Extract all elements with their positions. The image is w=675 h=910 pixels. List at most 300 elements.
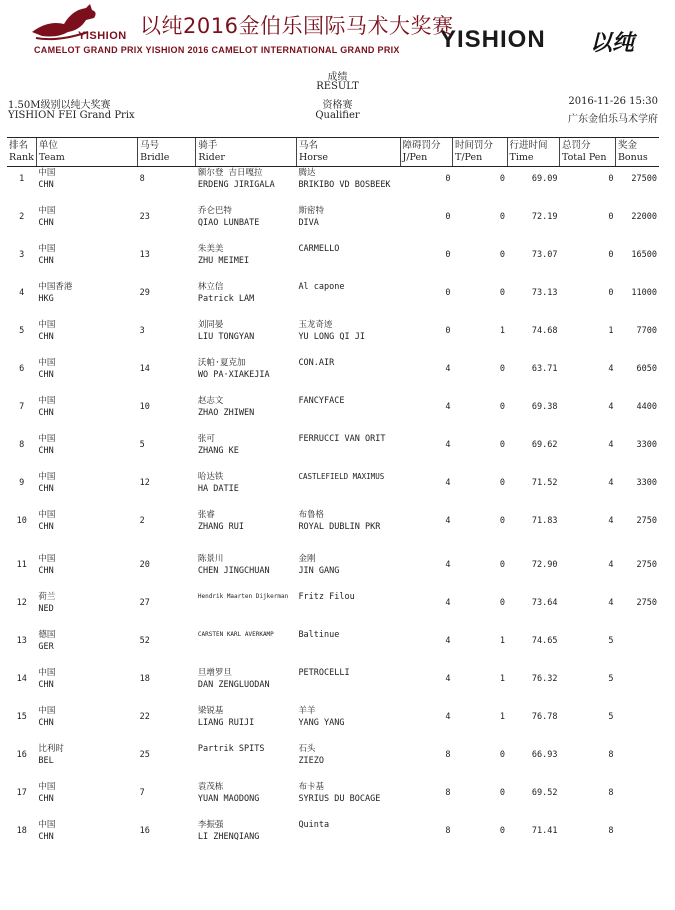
team-code: NED bbox=[38, 603, 54, 614]
column-header-label-cn: 骑手 bbox=[198, 140, 218, 151]
rider-name-cn: 袁茂栋 bbox=[197, 781, 224, 792]
cell-team bbox=[36, 591, 137, 629]
cell-bonus bbox=[615, 819, 659, 853]
rider-name-en: HA DATIE bbox=[197, 483, 239, 494]
cell-tpen bbox=[453, 167, 508, 205]
total-penalty: 5 bbox=[608, 635, 614, 646]
cell-rank bbox=[7, 667, 36, 705]
cell-rank bbox=[7, 591, 36, 629]
team-code: CHN bbox=[38, 831, 54, 842]
column-header-label-en: Rider bbox=[198, 152, 225, 163]
team-code: GER bbox=[38, 641, 54, 652]
total-penalty: 4 bbox=[608, 477, 614, 488]
cell-bridle bbox=[138, 471, 196, 509]
cell-total bbox=[559, 243, 615, 281]
cell-bonus bbox=[615, 509, 659, 553]
column-header-team bbox=[36, 138, 137, 167]
cell-team bbox=[36, 509, 137, 553]
cell-rank bbox=[7, 281, 36, 319]
rider-name-en: LI ZHENQIANG bbox=[197, 831, 260, 842]
cell-bonus bbox=[615, 553, 659, 591]
time-penalty: 0 bbox=[499, 787, 506, 798]
jump-penalty: 0 bbox=[445, 287, 451, 298]
cell-horse bbox=[296, 781, 400, 819]
team-name-cn: 中国 bbox=[38, 509, 56, 520]
cell-rider bbox=[196, 395, 297, 433]
horse-name-en: ROYAL DUBLIN PKR bbox=[298, 521, 381, 532]
team-code: CHN bbox=[38, 217, 54, 228]
cell-total bbox=[559, 281, 615, 319]
team-code: CHN bbox=[38, 445, 54, 456]
cell-horse bbox=[296, 319, 400, 357]
cell-time bbox=[507, 471, 559, 509]
time-penalty: 0 bbox=[499, 401, 506, 412]
jump-penalty: 4 bbox=[445, 597, 451, 608]
bonus: 16500 bbox=[631, 249, 657, 260]
cell-jpen bbox=[400, 509, 452, 553]
total-penalty: 8 bbox=[608, 825, 614, 836]
team-code: CHN bbox=[38, 679, 54, 690]
team-name-cn: 中国 bbox=[38, 243, 56, 254]
total-penalty: 4 bbox=[608, 515, 614, 526]
team-code: CHN bbox=[38, 565, 54, 576]
ride-time: 72.19 bbox=[531, 211, 558, 222]
cell-team bbox=[36, 205, 137, 243]
logo-text: YISHION bbox=[78, 30, 127, 42]
horse-name-en: FERRUCCI VAN ORIT bbox=[298, 433, 386, 444]
cell-total bbox=[559, 781, 615, 819]
cell-total bbox=[559, 629, 615, 667]
total-penalty: 5 bbox=[608, 711, 614, 722]
total-penalty: 8 bbox=[608, 749, 614, 760]
bridle-number: 25 bbox=[139, 749, 150, 760]
cell-team bbox=[36, 667, 137, 705]
column-header-label-cn: 单位 bbox=[38, 140, 58, 151]
column-header-label-en: Rank bbox=[9, 152, 34, 163]
bridle-number: 14 bbox=[139, 363, 150, 374]
cell-bridle bbox=[138, 591, 196, 629]
cell-horse bbox=[296, 509, 400, 553]
cell-horse bbox=[296, 395, 400, 433]
qualifier-title-cn: 资格赛 bbox=[322, 100, 353, 111]
column-header-label-cn: 行进时间 bbox=[509, 140, 548, 151]
cell-time bbox=[507, 433, 559, 471]
results-table bbox=[7, 137, 659, 853]
cell-jpen bbox=[400, 553, 452, 591]
table-row bbox=[7, 743, 659, 781]
cell-horse bbox=[296, 433, 400, 471]
ride-time: 76.78 bbox=[531, 711, 558, 722]
table-row bbox=[7, 509, 659, 553]
column-header-total bbox=[559, 138, 615, 167]
cell-total bbox=[559, 743, 615, 781]
table-row bbox=[7, 553, 659, 591]
rider-name-cn: 赵志文 bbox=[197, 395, 224, 406]
cell-team bbox=[36, 395, 137, 433]
bonus bbox=[617, 781, 657, 787]
cell-team bbox=[36, 319, 137, 357]
cell-time bbox=[507, 667, 559, 705]
bridle-number: 22 bbox=[139, 711, 150, 722]
jump-penalty: 0 bbox=[445, 325, 451, 336]
banner-subtitle: CAMELOT GRAND PRIX YISHION 2016 CAMELOT INTERNATIONAL GRAND PRIX bbox=[34, 45, 400, 55]
cell-bridle bbox=[138, 705, 196, 743]
jump-penalty: 4 bbox=[445, 559, 451, 570]
rider-name-cn: 张睿 bbox=[197, 509, 215, 520]
cell-bridle bbox=[138, 667, 196, 705]
table-row bbox=[7, 433, 659, 471]
cell-team bbox=[36, 281, 137, 319]
horse-name-en: BRIKIBO VD BOSBEEK bbox=[298, 180, 391, 190]
ride-time: 69.62 bbox=[531, 439, 558, 450]
rider-name-cn: 林立信 bbox=[197, 281, 224, 292]
bridle-number: 8 bbox=[139, 174, 145, 184]
ride-time: 74.68 bbox=[531, 325, 558, 336]
bonus: 2750 bbox=[636, 515, 657, 526]
table-row bbox=[7, 705, 659, 743]
table-row bbox=[7, 667, 659, 705]
time-penalty: 0 bbox=[499, 477, 506, 488]
total-penalty: 4 bbox=[608, 439, 614, 450]
cell-bridle bbox=[138, 433, 196, 471]
team-name-cn: 中国 bbox=[38, 168, 56, 178]
cell-team bbox=[36, 819, 137, 853]
cell-jpen bbox=[400, 167, 452, 205]
ride-time: 69.38 bbox=[531, 401, 558, 412]
rider-name-en: YUAN MAODONG bbox=[197, 793, 260, 804]
cell-bridle bbox=[138, 781, 196, 819]
rider-name-cn: 陈景川 bbox=[197, 553, 224, 564]
rider-name-cn: 沃帕·夏克加 bbox=[197, 357, 246, 368]
team-code: CHN bbox=[38, 483, 54, 494]
cell-tpen bbox=[453, 629, 508, 667]
horse-name-en: ZIEZO bbox=[298, 755, 325, 766]
cell-total bbox=[559, 471, 615, 509]
cell-total bbox=[559, 395, 615, 433]
bonus bbox=[617, 705, 657, 711]
cell-bonus bbox=[615, 743, 659, 781]
bridle-number: 5 bbox=[139, 439, 145, 450]
cell-total bbox=[559, 319, 615, 357]
cell-time bbox=[507, 319, 559, 357]
cell-jpen bbox=[400, 629, 452, 667]
horse-name-cn: 斯密特 bbox=[298, 205, 324, 216]
jump-penalty: 4 bbox=[445, 401, 451, 412]
ride-time: 63.71 bbox=[531, 363, 558, 374]
rider-name-cn: 旦增罗旦 bbox=[197, 667, 232, 678]
table-row bbox=[7, 357, 659, 395]
cell-time bbox=[507, 629, 559, 667]
event-banner bbox=[0, 0, 675, 62]
cell-team bbox=[36, 243, 137, 281]
cell-team bbox=[36, 167, 137, 205]
cell-bonus bbox=[615, 433, 659, 471]
table-row bbox=[7, 819, 659, 853]
rank: 16 bbox=[16, 749, 27, 760]
event-name-en: YISHION FEI Grand Prix bbox=[8, 110, 135, 121]
ride-time: 66.93 bbox=[531, 749, 558, 760]
ride-time: 71.41 bbox=[531, 825, 558, 836]
team-name-cn: 中国 bbox=[38, 395, 56, 406]
rank: 3 bbox=[19, 249, 25, 260]
cell-tpen bbox=[453, 395, 508, 433]
cell-bonus bbox=[615, 281, 659, 319]
cell-horse bbox=[296, 281, 400, 319]
total-penalty: 0 bbox=[608, 174, 614, 184]
bonus: 6050 bbox=[636, 363, 657, 374]
horse-name-en: CASTLEFIELD MAXIMUS bbox=[298, 471, 385, 481]
jump-penalty: 8 bbox=[445, 825, 451, 836]
jump-penalty: 4 bbox=[445, 635, 451, 646]
column-header-label-en: T/Pen bbox=[455, 152, 483, 163]
rider-name-en: CHEN JINGCHUAN bbox=[197, 565, 270, 576]
horse-name-en: DIVA bbox=[298, 217, 319, 228]
cell-jpen bbox=[400, 395, 452, 433]
cell-jpen bbox=[400, 205, 452, 243]
cell-tpen bbox=[453, 819, 508, 853]
column-header-label-cn: 总罚分 bbox=[561, 140, 591, 151]
time-penalty: 1 bbox=[499, 673, 506, 684]
cell-bonus bbox=[615, 319, 659, 357]
bonus: 2750 bbox=[636, 559, 657, 570]
event-venue: 广东金伯乐马术学府 bbox=[568, 114, 658, 125]
ride-time: 71.52 bbox=[531, 477, 558, 488]
cell-team bbox=[36, 781, 137, 819]
team-code: CHN bbox=[38, 255, 54, 266]
table-header-row bbox=[7, 138, 659, 167]
table-row bbox=[7, 395, 659, 433]
team-name-cn: 德国 bbox=[38, 629, 56, 640]
total-penalty: 8 bbox=[608, 787, 614, 798]
cell-rank bbox=[7, 471, 36, 509]
cell-bonus bbox=[615, 705, 659, 743]
ride-time: 69.52 bbox=[531, 787, 558, 798]
cell-rider bbox=[196, 509, 297, 553]
jump-penalty: 4 bbox=[445, 515, 451, 526]
cell-bridle bbox=[138, 167, 196, 205]
bridle-number: 18 bbox=[139, 673, 150, 684]
time-penalty: 0 bbox=[499, 363, 506, 374]
column-header-label-en: Time bbox=[509, 152, 534, 163]
table-row bbox=[7, 243, 659, 281]
rank: 13 bbox=[16, 635, 27, 646]
time-penalty: 0 bbox=[499, 174, 506, 184]
rank: 1 bbox=[19, 174, 25, 184]
rider-name-en: CARSTEN KARL AVERKAMP bbox=[197, 630, 274, 638]
qualifier-title-en: Qualifier bbox=[315, 110, 360, 121]
cell-total bbox=[559, 553, 615, 591]
cell-rider bbox=[196, 629, 297, 667]
cell-time bbox=[507, 243, 559, 281]
jump-penalty: 4 bbox=[445, 673, 451, 684]
cell-rank bbox=[7, 243, 36, 281]
column-header-bonus bbox=[615, 138, 659, 167]
horse-name-en: SYRIUS DU BOCAGE bbox=[298, 793, 381, 804]
rank: 18 bbox=[16, 825, 27, 836]
horse-name-cn: 石头 bbox=[298, 743, 316, 754]
ride-time: 73.64 bbox=[531, 597, 558, 608]
rank: 6 bbox=[19, 363, 25, 374]
table-row bbox=[7, 781, 659, 819]
cell-bonus bbox=[615, 357, 659, 395]
horse-name-en: YANG YANG bbox=[298, 717, 345, 728]
cell-tpen bbox=[453, 205, 508, 243]
cell-rider bbox=[196, 433, 297, 471]
bonus bbox=[617, 667, 657, 673]
team-name-cn: 比利时 bbox=[38, 743, 64, 754]
cell-time bbox=[507, 743, 559, 781]
total-penalty: 4 bbox=[608, 363, 614, 374]
bridle-number: 16 bbox=[139, 825, 150, 836]
cell-bonus bbox=[615, 629, 659, 667]
rank: 8 bbox=[19, 439, 25, 450]
cell-tpen bbox=[453, 243, 508, 281]
cell-bonus bbox=[615, 781, 659, 819]
team-name-cn: 中国 bbox=[38, 819, 56, 830]
cell-time bbox=[507, 781, 559, 819]
ride-time: 73.07 bbox=[531, 249, 558, 260]
bridle-number: 23 bbox=[139, 211, 150, 222]
rank: 11 bbox=[16, 559, 27, 570]
cell-total bbox=[559, 591, 615, 629]
cell-time bbox=[507, 553, 559, 591]
time-penalty: 0 bbox=[499, 211, 506, 222]
rider-name-cn: 李振强 bbox=[197, 819, 224, 830]
cell-jpen bbox=[400, 667, 452, 705]
cell-bonus bbox=[615, 205, 659, 243]
total-penalty: 1 bbox=[608, 325, 614, 336]
horse-name-en: Al capone bbox=[298, 281, 345, 292]
jump-penalty: 8 bbox=[445, 749, 451, 760]
event-datetime: 2016-11-26 15:30 bbox=[568, 96, 658, 107]
cell-bonus bbox=[615, 591, 659, 629]
ride-time: 76.32 bbox=[531, 673, 558, 684]
cell-tpen bbox=[453, 743, 508, 781]
cell-bridle bbox=[138, 243, 196, 281]
bridle-number: 27 bbox=[139, 597, 150, 608]
rank: 2 bbox=[19, 211, 25, 222]
horse-name-en: Fritz Filou bbox=[298, 591, 355, 602]
rider-name-en: Patrick LAM bbox=[197, 293, 255, 304]
bridle-number: 7 bbox=[139, 787, 145, 798]
total-penalty: 4 bbox=[608, 597, 614, 608]
horse-name-en: PETROCELLI bbox=[298, 667, 350, 678]
cell-team bbox=[36, 705, 137, 743]
cell-bridle bbox=[138, 395, 196, 433]
cell-bridle bbox=[138, 319, 196, 357]
table-row bbox=[7, 629, 659, 667]
cell-total bbox=[559, 705, 615, 743]
cell-tpen bbox=[453, 471, 508, 509]
cell-rider bbox=[196, 471, 297, 509]
cell-horse bbox=[296, 205, 400, 243]
rank: 10 bbox=[16, 515, 27, 526]
bridle-number: 52 bbox=[139, 635, 150, 646]
time-penalty: 0 bbox=[499, 825, 506, 836]
team-code: CHN bbox=[38, 331, 54, 342]
cell-horse bbox=[296, 591, 400, 629]
cell-rider bbox=[196, 319, 297, 357]
cell-horse bbox=[296, 471, 400, 509]
cell-team bbox=[36, 433, 137, 471]
cell-total bbox=[559, 433, 615, 471]
team-name-cn: 中国 bbox=[38, 433, 56, 444]
cell-time bbox=[507, 167, 559, 205]
cell-time bbox=[507, 205, 559, 243]
cell-bonus bbox=[615, 471, 659, 509]
cell-rider bbox=[196, 667, 297, 705]
column-header-label-cn: 马号 bbox=[140, 140, 160, 151]
cell-rider bbox=[196, 781, 297, 819]
cell-total bbox=[559, 509, 615, 553]
total-penalty: 0 bbox=[608, 249, 614, 260]
rider-name-cn: 朱美美 bbox=[197, 243, 224, 254]
rider-name-en: LIANG RUIJI bbox=[197, 717, 255, 728]
cell-rank bbox=[7, 705, 36, 743]
cell-rank bbox=[7, 629, 36, 667]
cell-total bbox=[559, 357, 615, 395]
table-row bbox=[7, 319, 659, 357]
horse-name-en: Quinta bbox=[298, 819, 330, 830]
cell-rider bbox=[196, 591, 297, 629]
bonus bbox=[617, 743, 657, 749]
horse-name-en: Baltinue bbox=[298, 629, 340, 640]
rider-name-en: ZHANG RUI bbox=[197, 521, 244, 532]
rider-name-en: Partrik SPITS bbox=[197, 743, 265, 754]
rank: 9 bbox=[19, 477, 25, 488]
column-header-label-en: Bridle bbox=[140, 152, 170, 163]
team-code: CHN bbox=[38, 180, 54, 190]
cell-horse bbox=[296, 629, 400, 667]
team-code: HKG bbox=[38, 293, 54, 304]
cell-bridle bbox=[138, 553, 196, 591]
team-name-cn: 中国 bbox=[38, 471, 56, 482]
bridle-number: 2 bbox=[139, 515, 145, 526]
cell-tpen bbox=[453, 281, 508, 319]
team-name-cn: 中国 bbox=[38, 667, 56, 678]
cell-jpen bbox=[400, 743, 452, 781]
cell-team bbox=[36, 743, 137, 781]
cell-bonus bbox=[615, 243, 659, 281]
cell-horse bbox=[296, 743, 400, 781]
column-header-label-en: Horse bbox=[298, 152, 328, 163]
jump-penalty: 8 bbox=[445, 787, 451, 798]
jump-penalty: 0 bbox=[445, 249, 451, 260]
cell-horse bbox=[296, 243, 400, 281]
cell-tpen bbox=[453, 433, 508, 471]
rider-name-en: QIAO LUNBATE bbox=[197, 217, 260, 228]
cell-rider bbox=[196, 243, 297, 281]
cell-bridle bbox=[138, 281, 196, 319]
column-header-rank bbox=[7, 138, 36, 167]
cell-jpen bbox=[400, 433, 452, 471]
cell-tpen bbox=[453, 357, 508, 395]
table-row bbox=[7, 281, 659, 319]
cell-total bbox=[559, 819, 615, 853]
cell-tpen bbox=[453, 553, 508, 591]
brand-logo: YISHION bbox=[440, 26, 546, 53]
cell-bridle bbox=[138, 629, 196, 667]
cell-horse bbox=[296, 667, 400, 705]
column-header-label-en: Total Pen bbox=[561, 152, 607, 163]
column-header-bridle bbox=[138, 138, 196, 167]
total-penalty: 5 bbox=[608, 673, 614, 684]
column-header-label-cn: 时间罚分 bbox=[455, 140, 494, 151]
bonus: 7700 bbox=[636, 325, 657, 336]
bonus: 11000 bbox=[631, 287, 657, 298]
bonus: 3300 bbox=[636, 477, 657, 488]
cell-rank bbox=[7, 553, 36, 591]
